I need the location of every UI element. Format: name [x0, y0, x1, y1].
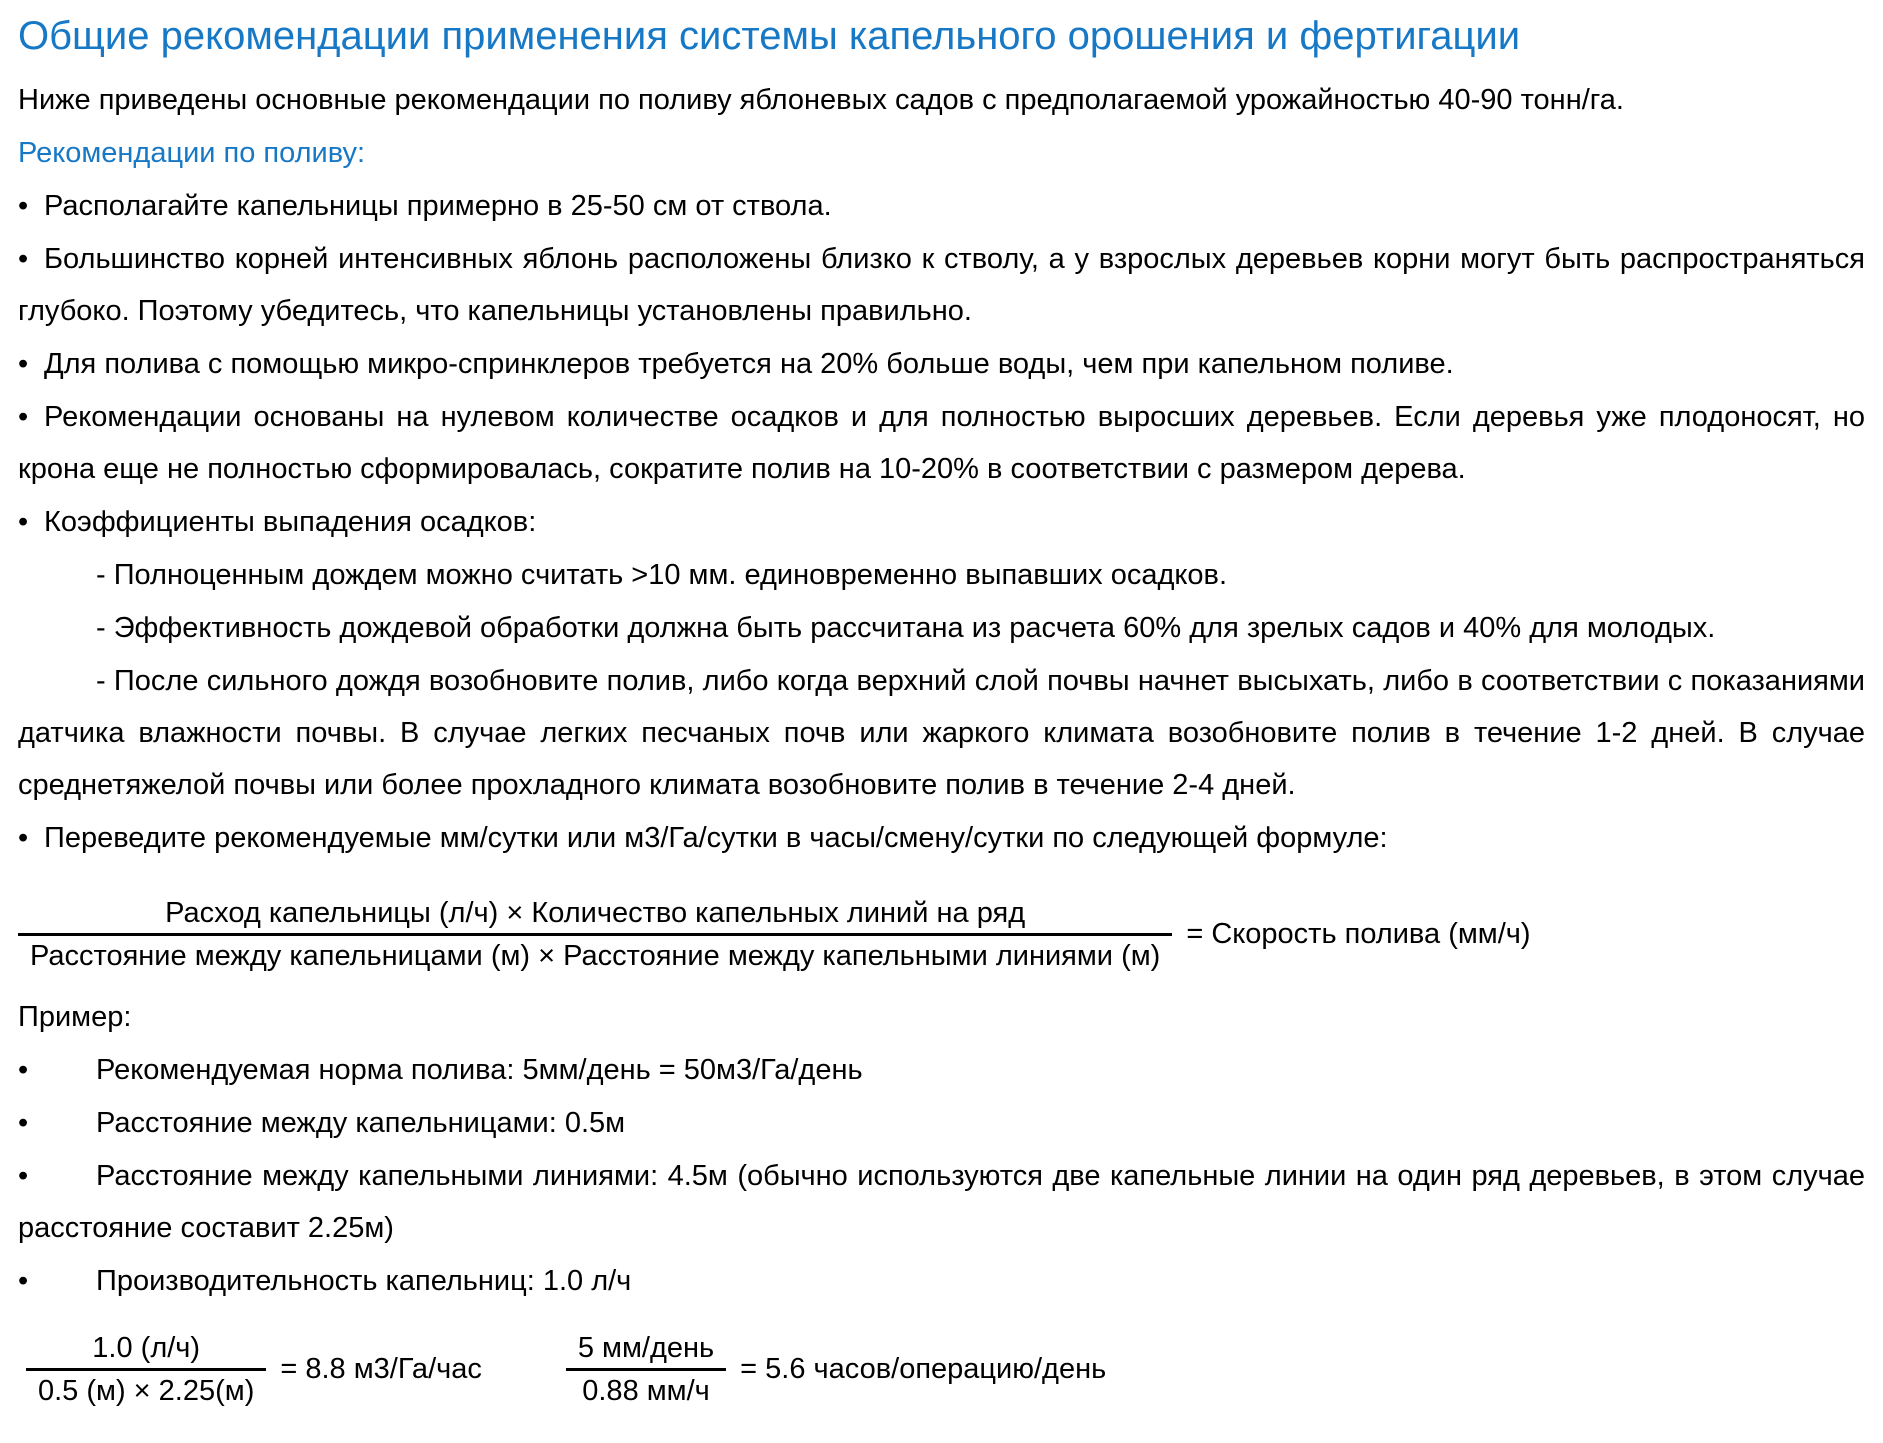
- formula-result: = Скорость полива (мм/ч): [1186, 917, 1531, 950]
- calc1-result: = 8.8 м3/Га/час: [280, 1352, 482, 1385]
- sub-item-after-rain: - После сильного дождя возобновите полив, либо когда верхний слой почвы начнет высыхать, либо в соответствии с показаниями датчика влажности почвы. В случае легких песчаных почв или жаркого климата возобновите полив в течение 1-2 дней. В случае среднетяжелой почвы или более прохладного климата возобновите полив в течение 2-4 дней.: [18, 665, 1865, 801]
- example-calculations: [26, 1329, 1865, 1408]
- example-heading: Пример:: [18, 1001, 132, 1033]
- example-item-line-spacing: • Расстояние между капельными линиями: 4.5м (обычно используются две капельные линии на один ряд деревьев, в этом случае расстояние составит 2.25м): [18, 1150, 1865, 1254]
- bullet-item-roots: • Большинство корней интенсивных яблонь расположены близко к стволу, а у взрослых деревьев корни могут быть распространяться глубоко. Поэтому убедитесь, что капельницы установлены правильно.: [18, 233, 1865, 337]
- page-title: Общие рекомендации применения системы капельного орошения и фертигации: [18, 14, 1521, 58]
- irrigation-rate-formula: [18, 894, 1865, 973]
- calc2-numerator: 5 мм/день: [566, 1329, 726, 1371]
- formula-denominator: Расстояние между капельницами (м) × Расстояние между капельными линиями (м): [30, 940, 1161, 972]
- calc2-fraction: [566, 1329, 726, 1408]
- example-item-rate: • Рекомендуемая норма полива: 5мм/день = 50м3/Га/день: [18, 1044, 1865, 1096]
- calc1-fraction: [26, 1329, 266, 1408]
- intro-paragraph: Ниже приведены основные рекомендации по поливу яблоневых садов с предполагаемой урожайностью 40-90 тонн/га.: [18, 84, 1624, 116]
- calc2-denominator: 0.88 мм/ч: [582, 1375, 710, 1407]
- formula-numerator: Расход капельницы (л/ч) × Количество капельных линий на ряд: [18, 894, 1172, 936]
- formula-fraction: [18, 894, 1172, 973]
- example-item-dripper-spacing: • Расстояние между капельницами: 0.5м: [18, 1097, 1865, 1149]
- section-heading: Рекомендации по поливу:: [18, 137, 366, 169]
- bullet-item-conversion: • Переведите рекомендуемые мм/сутки или м3/Га/сутки в часы/смену/сутки по следующей формуле:: [18, 812, 1865, 864]
- bullet-item-zero-rainfall: • Рекомендации основаны на нулевом количестве осадков и для полностью выросших деревьев. Если деревья уже плодоносят, но крона еще не полностью сформировалась, сократите полив на 10-20% в соответствии с размером дерева.: [18, 391, 1865, 495]
- sub-item-rain-efficiency: - Эффективность дождевой обработки должна быть рассчитана из расчета 60% для зрелых садов и 40% для молодых.: [96, 612, 1716, 644]
- example-item-dripper-output: • Производительность капельниц: 1.0 л/ч: [18, 1255, 1865, 1307]
- calc2-result: = 5.6 часов/операцию/день: [740, 1352, 1107, 1385]
- sub-item-full-rain: - Полноценным дождем можно считать >10 мм. единовременно выпавших осадков.: [96, 559, 1228, 591]
- bullet-item-micro-sprinklers: • Для полива с помощью микро-спринклеров требуется на 20% больше воды, чем при капельном поливе.: [18, 338, 1865, 390]
- bullet-item-drip-placement: • Располагайте капельницы примерно в 25-50 см от ствола.: [18, 180, 1865, 232]
- calc1-numerator: 1.0 (л/ч): [26, 1329, 266, 1371]
- calc1-denominator: 0.5 (м) × 2.25(м): [38, 1375, 255, 1407]
- bullet-item-rain-coefficients: • Коэффициенты выпадения осадков:: [18, 496, 1865, 548]
